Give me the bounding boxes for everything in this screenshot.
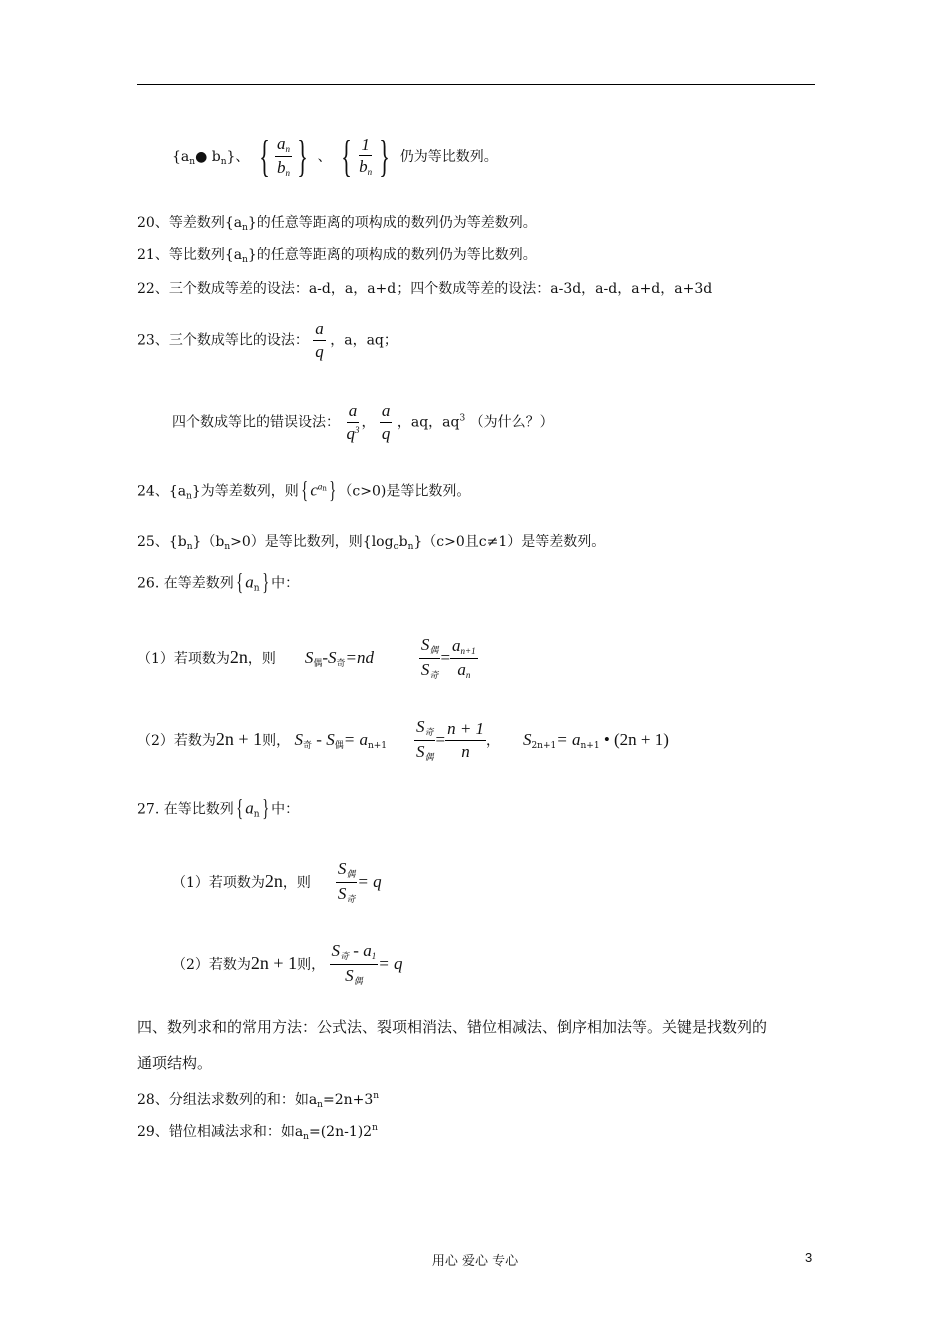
- line-27-1: （1）若项数为2n，则 $\frac{S_偶}{S_奇}$ = q: [172, 859, 382, 905]
- section-four-cont: 通项结构。: [137, 1054, 213, 1072]
- line-19-cont: {$a_n●$ $b_n$}、 { $\frac{a_n}{b_n}$ } 、 { $\frac{1}{b_n}$ } 仍为等比数列。: [172, 132, 498, 181]
- footer-text: 用心 爱心 专心: [431, 1254, 519, 1269]
- section-four: 四、数列求和的常用方法：公式法、裂项相消法、错位相减法、倒序相加法等。关键是找数列的: [137, 1018, 768, 1036]
- line-29: 29、错位相减法求和：如$a_n=(2n-1)2^n$: [137, 1123, 378, 1142]
- line-26: 26. 在等差数列{ $a_n$} 中：: [137, 570, 300, 596]
- line-20: 20、等差数列$\{a_n\}$的任意等距离的项构成的数列仍为等差数列。: [137, 215, 537, 233]
- line-26-1: （1）若项数为2n，则 $S_偶-S_奇=nd$ $\frac{S_偶}{S_奇}$ = $\frac{a_{n+1}}{a_n}$: [137, 635, 476, 681]
- line-26-2: （2）若数为2n + 1则， $S_奇 - S_偶= a_{n+1}$ $\frac{S_奇}{S_偶}$ = $\frac{n + 1}{n}$ ， $S_{2n+1}= a_{n+1}$ • (2n + 1): [137, 717, 669, 763]
- line-25: 25、$\{b_n\}(b_n>0)$是等比数列，则$\{\log_cb_n\}(c>0$且c≠1）是等差数列。: [137, 534, 606, 552]
- line-28: 28、分组法求数列的和：如$a_n=2n+3^n$: [137, 1091, 380, 1110]
- header-rule: [137, 84, 815, 85]
- line-23: 23、三个数成等比的设法： $\frac{a}{q}$ ，a，aq；: [137, 319, 398, 361]
- line-24: 24、$\{a_n\}$为等差数列，则{ $c^{an}$} （c>0)是等比数列。: [137, 478, 471, 504]
- line-27-2: （2）若数为2n + 1则， $\frac{S_奇 - a_1}{S_偶}$ = q: [172, 941, 403, 987]
- line-27: 27. 在等比数列{ $a_n$} 中：: [137, 796, 300, 822]
- page-number: 3: [805, 1250, 813, 1265]
- line-22: 22、三个数成等差的设法：a-d，a，a+d；四个数成等差的设法：a-3d，a-d，a+d，a+3d: [137, 281, 713, 297]
- line-21: 21、等比数列$\{a_n\}$的任意等距离的项构成的数列仍为等比数列。: [137, 247, 537, 265]
- line-23b: 四个数成等比的错误设法： $\frac{a}{q^3}$ ， $\frac{a}{q}$ ，aq，$aq^3$ （为什么？）: [172, 401, 554, 443]
